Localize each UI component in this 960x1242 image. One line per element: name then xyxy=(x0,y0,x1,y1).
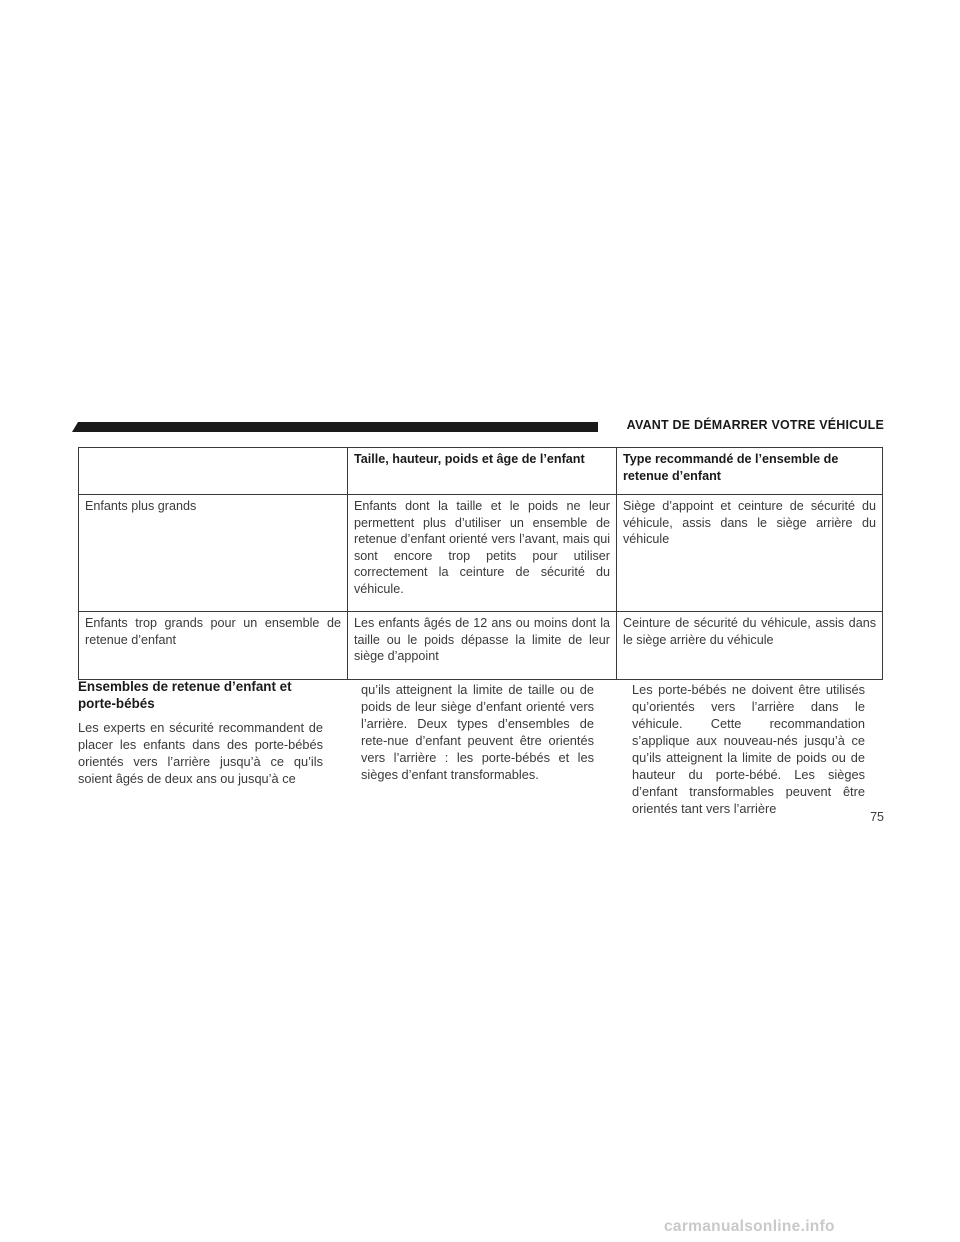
table-row xyxy=(79,612,883,680)
table-cell-criteria: Enfants dont la taille et le poids ne leur permettent plus d’utiliser un ensemble de retenue d’enfant orienté vers l’avant, mais qui sont encore trop petits pour utiliser correctement la ceinture de sécurité du véhicule. xyxy=(348,495,617,612)
watermark-text: carmanualsonline.info xyxy=(664,1218,835,1235)
table-cell-category: Enfants plus grands xyxy=(79,495,348,612)
table-header-criteria: Taille, hauteur, poids et âge de l’enfant xyxy=(348,448,617,495)
table-header-row xyxy=(79,448,883,495)
section-heading: Ensembles de retenue d’enfant et porte-bébés xyxy=(78,679,292,711)
child-restraint-table xyxy=(78,447,883,680)
section-header-bar xyxy=(78,422,598,432)
text-column-1 xyxy=(78,678,323,787)
text-column-2 xyxy=(349,681,594,783)
page-number: 75 xyxy=(870,810,884,824)
text-column-3 xyxy=(620,681,865,817)
table-cell-recommendation: Siège d’appoint et ceinture de sécurité du véhicule, assis dans le siège arrière du véhicule xyxy=(617,495,883,612)
table-row xyxy=(79,495,883,612)
table-cell-recommendation: Ceinture de sécurité du véhicule, assis dans le siège arrière du véhicule xyxy=(617,612,883,680)
section-header-title: AVANT DE DÉMARRER VOTRE VÉHICULE xyxy=(626,418,884,432)
paragraph: Les experts en sécurité recommandent de placer les enfants dans des porte-bébés orientés vers l’arrière jusqu’à ce qu’ils soient âgés de deux ans ou jusqu’à ce xyxy=(78,720,323,786)
table-header-recommendation: Type recommandé de l’ensemble de retenue d’enfant xyxy=(617,448,883,495)
table-cell-criteria: Les enfants âgés de 12 ans ou moins dont la taille ou le poids dépasse la limite de leur siège d’appoint xyxy=(348,612,617,680)
paragraph: qu’ils atteignent la limite de taille ou de poids de leur siège d’enfant orienté vers l’arrière. Deux types d’ensembles de rete-nue d’enfant peuvent être orientés vers l’arrière : les porte-bébés et les sièges d’enfant transformables. xyxy=(361,682,594,782)
table-cell-category: Enfants trop grands pour un ensemble de retenue d’enfant xyxy=(79,612,348,680)
table-header-category xyxy=(79,448,348,495)
paragraph: Les porte-bébés ne doivent être utilisés qu’orientés vers l’arrière dans le véhicule. Cette recommandation s’applique aux nouveau-nés jusqu’à ce qu’ils atteignent la limite de poids ou de hauteur du porte-bébé. Les sièges d’enfant transformables peuvent être orientés tant vers l’arrière xyxy=(632,682,865,816)
